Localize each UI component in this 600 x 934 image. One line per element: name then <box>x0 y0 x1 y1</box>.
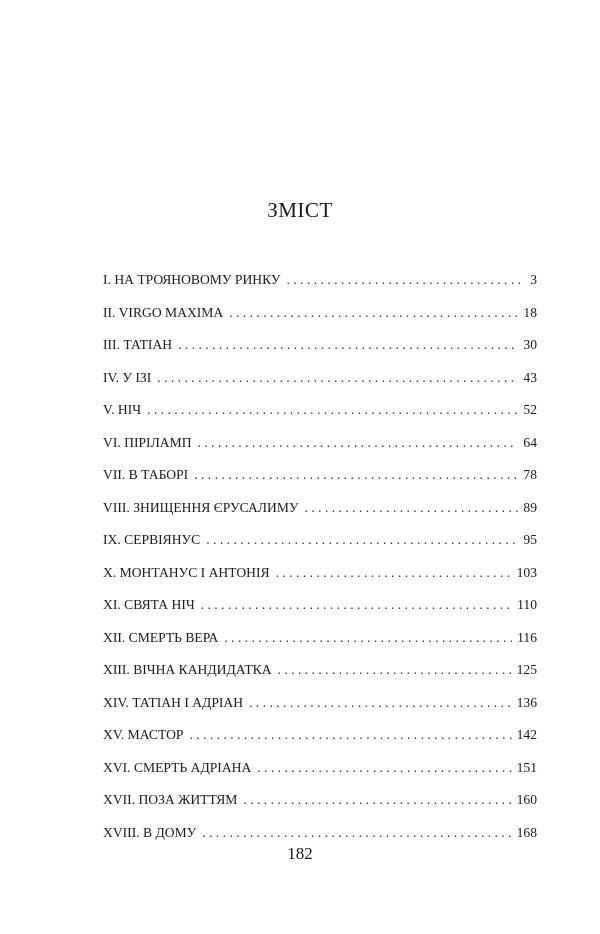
toc-entry-title: IV. У ІЗІ <box>103 369 152 385</box>
toc-entry <box>103 264 537 297</box>
toc-entry <box>103 752 537 785</box>
toc-entry-title: XIV. ТАТІАН І АДРІАН <box>103 694 244 710</box>
dot-leader <box>198 427 519 460</box>
toc-entry-page: 89 <box>523 499 537 515</box>
toc-entry-title: XVI. СМЕРТЬ АДРІАНА <box>103 759 252 775</box>
toc-entry <box>103 654 537 687</box>
dot-leader <box>201 589 512 622</box>
toc-entry <box>103 362 537 395</box>
toc-entry-title: VIII. ЗНИЩЕННЯ ЄРУСАЛИМУ <box>103 499 299 515</box>
toc-entry <box>103 297 537 330</box>
toc-entry <box>103 687 537 720</box>
toc-entry-page: 95 <box>523 532 537 547</box>
dot-leader <box>243 784 511 817</box>
toc-entry-title: VII. В ТАБОРІ <box>103 467 189 482</box>
dot-leader <box>229 297 518 330</box>
toc-entry-title: XVIII. В ДОМУ <box>103 824 197 840</box>
page-title: ЗМІСТ <box>267 198 333 222</box>
page-number: 182 <box>287 844 313 863</box>
toc-entry <box>103 427 537 460</box>
toc-entry-page: 142 <box>516 727 537 742</box>
dot-leader <box>157 362 518 395</box>
dot-leader <box>249 687 512 720</box>
toc-entry-title: II. VIRGO MAXIMA <box>103 304 224 320</box>
toc-entry-page: 18 <box>523 304 537 320</box>
toc-entry-title: XV. МАСТОР <box>103 727 184 742</box>
toc-entry <box>103 492 537 525</box>
dot-leader <box>194 459 518 492</box>
toc-entry-title: IX. СЕРВІЯНУС <box>103 532 201 547</box>
toc-entry <box>103 719 537 752</box>
dot-leader <box>147 394 518 427</box>
toc-entry <box>103 557 537 590</box>
toc-entry-page: 116 <box>517 629 537 645</box>
dot-leader <box>276 557 512 590</box>
toc-entry-title: XVII. ПОЗА ЖИТТЯМ <box>103 792 238 807</box>
toc-entry-page: 43 <box>523 369 537 385</box>
toc-entry-page: 78 <box>523 467 537 482</box>
dot-leader <box>287 264 526 297</box>
toc-entry-title: X. МОНТАНУС І АНТОНІЯ <box>103 564 270 580</box>
toc-entry-page: 110 <box>517 597 537 612</box>
dot-leader <box>178 329 518 362</box>
dot-leader <box>224 622 512 655</box>
toc-entry-page: 64 <box>523 434 537 450</box>
toc-entry <box>103 329 537 362</box>
toc-entry <box>103 459 537 492</box>
toc-entry-title: V. НІЧ <box>103 402 142 417</box>
toc-entry-page: 160 <box>516 792 537 807</box>
toc-entry-page: 30 <box>523 337 537 352</box>
dot-leader <box>257 752 511 785</box>
toc-entry <box>103 524 537 557</box>
table-of-contents <box>103 264 537 849</box>
toc-entry-title: I. НА ТРОЯНОВОМУ РИНКУ <box>103 272 281 287</box>
toc-entry <box>103 622 537 655</box>
dot-leader <box>278 654 512 687</box>
toc-entry-page: 52 <box>523 402 537 417</box>
toc-entry-title: XII. СМЕРТЬ ВЕРА <box>103 629 219 645</box>
toc-entry <box>103 394 537 427</box>
toc-entry-page: 136 <box>516 694 537 710</box>
dot-leader <box>206 524 518 557</box>
toc-entry <box>103 589 537 622</box>
toc-entry-title: VI. ПІРІЛАМП <box>103 434 192 450</box>
toc-entry-page: 125 <box>516 662 537 677</box>
toc-entry-title: XI. СВЯТА НІЧ <box>103 597 195 612</box>
dot-leader <box>305 492 519 525</box>
toc-entry-page: 3 <box>530 272 537 287</box>
toc-entry-title: XIII. ВІЧНА КАНДИДАТКА <box>103 662 272 677</box>
dot-leader <box>189 719 511 752</box>
toc-entry-page: 151 <box>516 759 537 775</box>
toc-entry <box>103 784 537 817</box>
toc-entry-title: III. ТАТІАН <box>103 337 173 352</box>
toc-entry-page: 103 <box>516 564 537 580</box>
toc-entry-page: 168 <box>516 824 537 840</box>
